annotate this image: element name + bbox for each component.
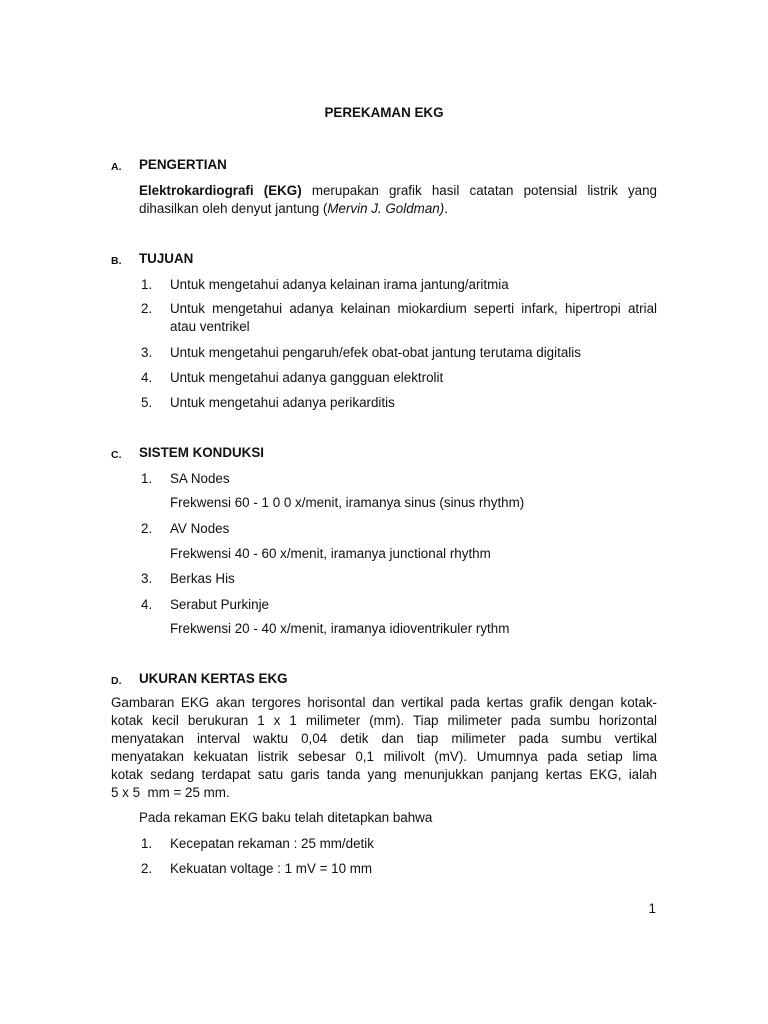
list-number: 2. bbox=[141, 301, 153, 316]
list-number: 4. bbox=[141, 597, 153, 612]
list-item: Untuk mengetahui adanya kelainan irama jantung/aritmia bbox=[170, 277, 509, 292]
list-number: 2. bbox=[141, 521, 153, 536]
section-d-intro: Pada rekaman EKG baku telah ditetapkan bahwa bbox=[139, 810, 433, 825]
list-item: Serabut Purkinje bbox=[170, 597, 269, 612]
section-d-heading: UKURAN KERTAS EKG bbox=[139, 671, 288, 686]
definition-end: . bbox=[444, 201, 448, 216]
paragraph-line: menyatakan interval waktu 0,04 detik dan tiap milimeter pada sumbu vertikal bbox=[111, 731, 657, 746]
list-item: Untuk mengetahui pengaruh/efek obat-obat jantung terutama digitalis bbox=[170, 345, 581, 360]
definition-text-2: dihasilkan oleh denyut jantung ( bbox=[139, 201, 328, 216]
paragraph-line: menyatakan kekuatan listrik sebesar 0,1 milivolt (mV). Umumnya pada setiap lima bbox=[111, 749, 657, 764]
paragraph-line: kotak sedang terdapat satu garis tanda yang menunjukkan panjang kertas EKG, ialah bbox=[111, 767, 657, 782]
document-title: PEREKAMAN EKG bbox=[324, 105, 444, 120]
paragraph-line: 5 x 5 mm = 25 mm. bbox=[111, 785, 230, 800]
section-b-heading: TUJUAN bbox=[139, 251, 194, 266]
section-c-heading: SISTEM KONDUKSI bbox=[139, 445, 264, 460]
list-item-detail: Frekwensi 40 - 60 x/menit, iramanya junctional rhythm bbox=[170, 546, 491, 561]
paragraph-line: kotak kecil berukuran 1 x 1 milimeter (mm). Tiap milimeter pada sumbu horizontal bbox=[111, 713, 657, 728]
list-number: 4. bbox=[141, 370, 153, 385]
list-item-detail: Frekwensi 60 - 1 0 0 x/menit, iramanya sinus (sinus rhythm) bbox=[170, 495, 525, 510]
list-item: AV Nodes bbox=[170, 521, 230, 536]
list-item: Untuk mengetahui adanya kelainan miokardium seperti infark, hipertropi atrial atau ventrikel bbox=[170, 301, 657, 334]
list-number: 1. bbox=[141, 471, 153, 486]
term-ekg: Elektrokardiografi (EKG) bbox=[139, 183, 302, 198]
page-number: 1 bbox=[648, 901, 656, 916]
definition-text: merupakan grafik hasil catatan potensial listrik yang bbox=[301, 183, 657, 198]
section-b-letter: B. bbox=[111, 255, 122, 267]
list-number: 3. bbox=[141, 345, 153, 360]
section-c-letter: C. bbox=[111, 449, 122, 461]
section-a-definition-line1 bbox=[139, 182, 657, 200]
list-item-detail: Frekwensi 20 - 40 x/menit, iramanya idioventrikuler rythm bbox=[170, 621, 510, 636]
list-number: 3. bbox=[141, 571, 153, 586]
list-number: 2. bbox=[141, 861, 153, 876]
list-item: Berkas His bbox=[170, 571, 235, 586]
citation: Mervin J. Goldman) bbox=[327, 201, 445, 216]
section-a-definition-line2 bbox=[139, 200, 657, 218]
section-d-letter: D. bbox=[111, 675, 122, 687]
list-number: 5. bbox=[141, 395, 153, 410]
list-item: Kecepatan rekaman : 25 mm/detik bbox=[170, 836, 374, 851]
list-item: Untuk mengetahui adanya gangguan elektrolit bbox=[170, 370, 444, 385]
list-number: 1. bbox=[141, 836, 153, 851]
list-item: Kekuatan voltage : 1 mV = 10 mm bbox=[170, 861, 373, 876]
paragraph-line: Gambaran EKG akan tergores horisontal dan vertikal pada kertas grafik dengan kotak- bbox=[111, 695, 657, 710]
section-a-heading: PENGERTIAN bbox=[139, 157, 227, 172]
list-item: Untuk mengetahui adanya perikarditis bbox=[170, 395, 395, 410]
list-item: SA Nodes bbox=[170, 471, 230, 486]
section-a-letter: A. bbox=[111, 161, 122, 173]
list-number: 1. bbox=[141, 277, 153, 292]
